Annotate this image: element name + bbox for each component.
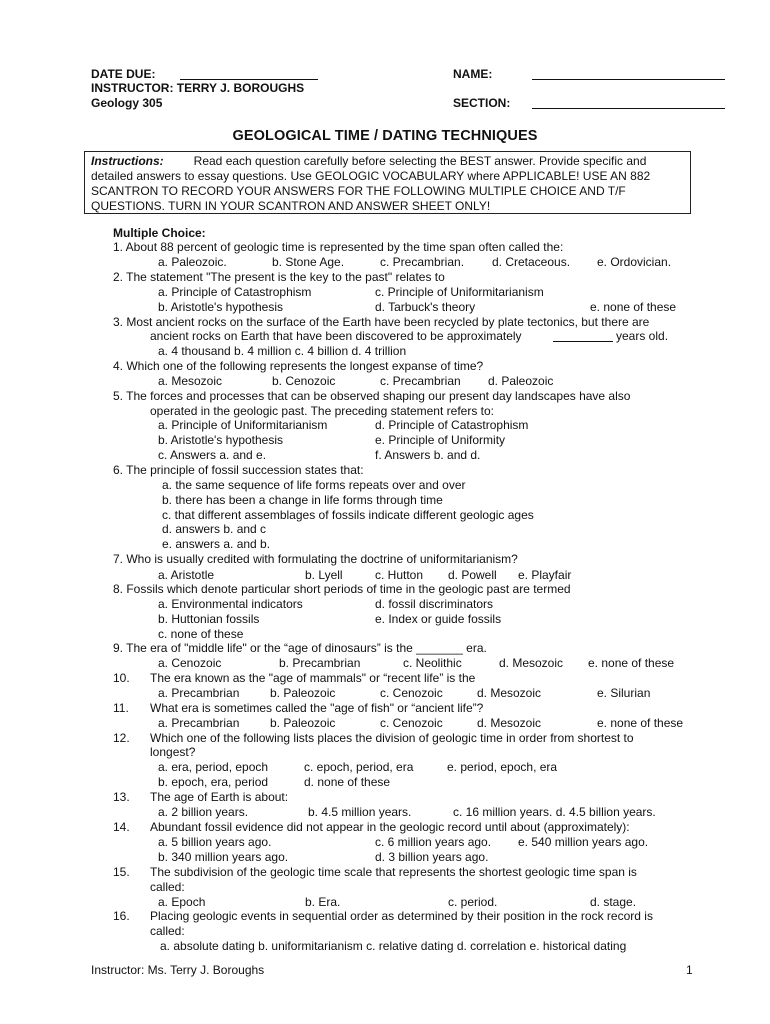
- option-10d: d. Mesozoic: [477, 686, 542, 700]
- option-13b: b. 4.5 million years.: [308, 805, 412, 819]
- section-heading: Multiple Choice:: [113, 226, 206, 240]
- page-number: 1: [686, 963, 693, 977]
- option-15c: c. period.: [448, 895, 498, 909]
- option-9c: c. Neolithic: [403, 656, 462, 670]
- question-11-number: 11.: [113, 701, 129, 715]
- question-15-number: 15.: [113, 865, 130, 879]
- option-11b: b. Paleozoic: [270, 716, 336, 730]
- question-2: 2. The statement "The present is the key to the past" relates to: [113, 270, 445, 284]
- instructions-box: [84, 151, 691, 214]
- option-10a: a. Precambrian: [158, 686, 240, 700]
- option-8e: e. Index or guide fossils: [375, 612, 502, 626]
- date-due-line: [180, 79, 318, 80]
- option-12b: b. epoch, era, period: [158, 775, 269, 789]
- option-11a: a. Precambrian: [158, 716, 240, 730]
- option-4d: d. Paleozoic: [488, 374, 554, 388]
- option-12e: e. period, epoch, era: [447, 760, 558, 774]
- option-10e: e. Silurian: [597, 686, 651, 700]
- option-7a: a. Aristotle: [158, 568, 215, 582]
- question-1: 1. About 88 percent of geologic time is represented by the time span often called the:: [113, 240, 564, 254]
- option-2b: b. Aristotle's hypothesis: [158, 300, 284, 314]
- question-12: Which one of the following lists places the division of geologic time in order from shortest to: [150, 731, 634, 745]
- option-1d: d. Cretaceous.: [492, 255, 571, 269]
- option-6e: e. answers a. and b.: [162, 537, 271, 551]
- question-6: 6. The principle of fossil succession states that:: [113, 463, 364, 477]
- option-9a: a. Cenozoic: [158, 656, 222, 670]
- option-12c: c. epoch, period, era: [304, 760, 414, 774]
- option-5a: a. Principle of Uniformitarianism: [158, 418, 328, 432]
- section-label: SECTION:: [453, 96, 511, 110]
- option-5d: d. Principle of Catastrophism: [375, 418, 529, 432]
- option-15a: a. Epoch: [158, 895, 206, 909]
- option-12d: d. none of these: [304, 775, 391, 789]
- option-1e: e. Ordovician.: [597, 255, 672, 269]
- option-5c: c. Answers a. and e.: [158, 448, 267, 462]
- question-15-cont: called:: [150, 880, 185, 894]
- question-7: 7. Who is usually credited with formulating the doctrine of uniformitarianism?: [113, 552, 518, 566]
- option-4b: b. Cenozoic: [272, 374, 336, 388]
- option-14a: a. 5 billion years ago.: [158, 835, 272, 849]
- section-line: [532, 108, 725, 109]
- option-12a: a. era, period, epoch: [158, 760, 269, 774]
- option-5e: e. Principle of Uniformity: [375, 433, 506, 447]
- question-9: 9. The era of "middle life" or the “age of dinosaurs” is the _______ era.: [113, 641, 487, 655]
- document-title: GEOLOGICAL TIME / DATING TECHNIQUES: [232, 128, 538, 144]
- option-9e: e. none of these: [588, 656, 675, 670]
- option-2c: c. Principle of Uniformitarianism: [375, 285, 544, 299]
- option-6a: a. the same sequence of life forms repeats over and over: [162, 478, 466, 492]
- question-8: 8. Fossils which denote particular short periods of time in the geologic past are termed: [113, 582, 571, 596]
- question-3-end: years old.: [616, 329, 669, 343]
- option-9b: b. Precambrian: [279, 656, 361, 670]
- question-11: What era is sometimes called the "age of fish" or “ancient life”?: [150, 701, 484, 715]
- option-10b: b. Paleozoic: [270, 686, 336, 700]
- option-8c: c. none of these: [158, 627, 244, 641]
- question-13: The age of Earth is about:: [150, 790, 289, 804]
- option-5f: f. Answers b. and d.: [375, 448, 481, 462]
- option-14e: e. 540 million years ago.: [518, 835, 649, 849]
- question-3-cont: ancient rocks on Earth that have been discovered to be approximately: [150, 329, 522, 343]
- option-2e: e. none of these: [590, 300, 677, 314]
- option-4c: c. Precambrian: [380, 374, 461, 388]
- option-1b: b. Stone Age.: [272, 255, 345, 269]
- option-13c: c. 16 million years. d. 4.5 billion years.: [453, 805, 656, 819]
- option-15b: b. Era.: [305, 895, 341, 909]
- option-2d: d. Tarbuck's theory: [375, 300, 476, 314]
- answer-blank: [553, 341, 613, 342]
- option-11e: e. none of these: [597, 716, 684, 730]
- option-7e: e. Playfair: [518, 568, 572, 582]
- option-4a: a. Mesozoic: [158, 374, 223, 388]
- instructions-label: Instructions:: [91, 154, 164, 168]
- instructor-name: INSTRUCTOR: TERRY J. BOROUGHS: [91, 81, 305, 95]
- option-10c: c. Cenozoic: [380, 686, 443, 700]
- question-15: The subdivision of the geologic time scale that represents the shortest geologic time span is: [150, 865, 637, 879]
- option-7d: d. Powell: [448, 568, 497, 582]
- question-4: 4. Which one of the following represents the longest expanse of time?: [113, 359, 484, 373]
- option-6c: c. that different assemblages of fossils indicate different geologic ages: [162, 508, 534, 522]
- option-6b: b. there has been a change in life forms through time: [162, 493, 443, 507]
- option-9d: d. Mesozoic: [499, 656, 564, 670]
- question-12-number: 12.: [113, 731, 130, 745]
- option-15d: d. stage.: [590, 895, 637, 909]
- option-14d: d. 3 billion years ago.: [375, 850, 489, 864]
- date-due-label: DATE DUE:: [91, 67, 156, 81]
- question-12-cont: longest?: [150, 745, 196, 759]
- option-1a: a. Paleozoic.: [158, 255, 227, 269]
- course-name: Geology 305: [91, 96, 163, 110]
- options-3: a. 4 thousand b. 4 million c. 4 billion d. 4 trillion: [158, 344, 407, 358]
- question-14-number: 14.: [113, 820, 130, 834]
- option-7c: c. Hutton: [375, 568, 424, 582]
- question-5-cont: operated in the geologic past. The preceding statement refers to:: [150, 404, 494, 418]
- option-11c: c. Cenozoic: [380, 716, 443, 730]
- option-8b: b. Huttonian fossils: [158, 612, 260, 626]
- question-16-cont: called:: [150, 924, 185, 938]
- option-14c: c. 6 million years ago.: [375, 835, 492, 849]
- question-3: 3. Most ancient rocks on the surface of the Earth have been recycled by plate tectonics, but there are: [113, 315, 650, 329]
- option-8d: d. fossil discriminators: [375, 597, 494, 611]
- question-10: The era known as the "age of mammals" or “recent life” is the: [150, 671, 476, 685]
- question-13-number: 13.: [113, 790, 130, 804]
- option-2a: a. Principle of Catastrophism: [158, 285, 312, 299]
- name-line: [532, 79, 725, 80]
- option-8a: a. Environmental indicators: [158, 597, 303, 611]
- option-5b: b. Aristotle's hypothesis: [158, 433, 284, 447]
- question-10-number: 10.: [113, 671, 130, 685]
- option-6d: d. answers b. and c: [162, 522, 267, 536]
- instructions-text: Read each question carefully before selecting the BEST answer. Provide specific and detailed answers to essay questions. Use GEOLOGIC VOCABULARY where APPLICABLE! USE AN 882 SCANTRON TO RECORD YOUR ANSWERS FOR THE FOLLOWING MULTIPLE CHOICE AND T/F QUESTIONS. TURN IN YOUR SCANTRON AND ANSWER SHEET ONLY!: [91, 154, 651, 213]
- options-16: a. absolute dating b. uniformitarianism c. relative dating d. correlation e. historical dating: [160, 939, 627, 953]
- option-11d: d. Mesozoic: [477, 716, 542, 730]
- question-14: Abundant fossil evidence did not appear in the geologic record until about (approximately):: [150, 820, 630, 834]
- question-16: Placing geologic events in sequential order as determined by their position in the rock record is: [150, 909, 653, 923]
- question-5: 5. The forces and processes that can be observed shaping our present day landscapes have also: [113, 389, 631, 403]
- option-14b: b. 340 million years ago.: [158, 850, 289, 864]
- name-label: NAME:: [453, 67, 493, 81]
- option-1c: c. Precambrian.: [380, 255, 465, 269]
- footer-instructor: Instructor: Ms. Terry J. Boroughs: [91, 963, 265, 977]
- option-13a: a. 2 billion years.: [158, 805, 249, 819]
- question-16-number: 16.: [113, 909, 130, 923]
- option-7b: b. Lyell: [305, 568, 343, 582]
